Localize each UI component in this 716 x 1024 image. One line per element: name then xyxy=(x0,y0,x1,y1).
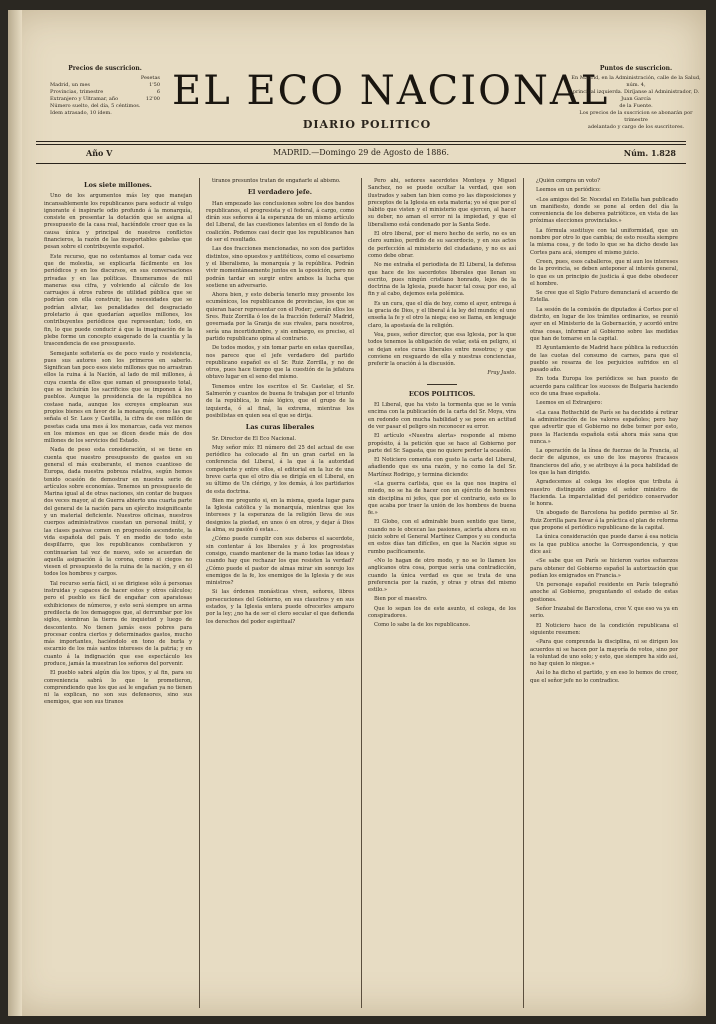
price-value: 6 xyxy=(156,89,160,95)
article-paragraph: El Ayuntamiento de Madrid hace pública la reducción de las cuotas del consumo de carnes, para que el pueblo se resarza de los perjuicios sufridos en el pasado año. xyxy=(530,345,678,374)
article-paragraph: Bien por el maestro. xyxy=(374,596,428,603)
masthead-rule-bottom xyxy=(36,163,686,164)
article-paragraph: Semejante sofistería es de poco vuelo y resistencia, pues sus autores son los primeros en saberlo. Significan tan poco esos siete millones que no arrastran ellos la ruina á la Nación, al lado de mil millones, á cuya cuenta de ellos que suman el presupuesto total, que se incluirán los sacrificios que se imponen á los pueblos. Aunque la presidencia de la república no costase nada, aunque los exreyes emplearan sus propios bienes en favor de la monarquía, como las que señala el Sr. Laos y Castilla, la cifra de ese millón de pesetas cada una mes á los monarcas, cada vez menos en los mismos en que se dicen desde más de dos millones de los servicios del Estado. xyxy=(44,350,192,445)
article-paragraph: El artículo «Nuestra alerta» responde al mismo propósito, á la petición que se hace al Gobierno por parte del Sr. Sagasta, que no quiere perder la ocasión. xyxy=(368,433,516,454)
article-paragraph: «La casa Rothschild de París se ha decidido á retirar la administración de los valores españoles; pero hay que advertir que el Gobierno no debe temer por esto, pues la Hacienda española está ahora más sana que nunca.» xyxy=(530,409,678,445)
points-lines xyxy=(570,75,702,131)
article-paragraph: «No lo hagan de otro modo, y no se lo llamen los anglicanos otra cosa, porque sería una contradicción, cuando la única verdad es que se trata de una preferencia por la razón, y otras y otras del mismo estilo.» xyxy=(368,557,516,594)
prices-col-label-row xyxy=(50,75,160,82)
article-heading: El verdadero jefe. xyxy=(247,188,313,197)
article-paragraph: Ahora bien, y esto debería tenerlo muy presente los ecuménicos, los republicanos de provincias, los que se quieran hacer representar con el Poder; ¿serán ellos los Sres. Ruiz Zorrilla ó los de la fracción federal? Madrid, governada por la Granja de sus rivales, para nosotros, sería una incertidumbre, y sin embargo, es preciso, el partido republicano opina al contrario. xyxy=(206,292,354,342)
article-signature: Fray Justo. xyxy=(487,370,516,377)
price-value: 1'50 xyxy=(149,82,160,88)
article-paragraph: Si las órdenes monásticas viven, señores, libres persecuciones del Gobierno, en sus claustros y en sus estados, y la Iglesia entera puede ofrecerles amparo por la ley; ¿no ha de ser el clero secular el que defienda los derechos del poder espiritual? xyxy=(206,589,354,625)
article-paragraph: «La guerra carlista, que es la que nos inspira el miedo, no se ha de hacer con un ejército de hombres sin disciplina ni jefes, que por el contrario, esto es lo que acaba por traer la unión de los hombres de buena fe.» xyxy=(368,480,516,517)
page-spine xyxy=(8,10,22,1016)
column-divider xyxy=(361,178,362,1008)
article-paragraph: Las dos fracciones mencionadas, no son dos partidos distintos, sino opuestos y antitéticos, como el cesarismo y el liberalismo, la monarquía y la república. Podrán vivir momentáneamente juntos en la oposición, pero no podrán tardar en surgir entre ambos la lucha que sostiene un adversario. xyxy=(206,246,354,289)
article-paragraph: El Noticiero comenta con gusto la carta del Liberal, añadiendo que es una razón, y no como la del Sr. Martínez Rodrigo, y termina diciendo: xyxy=(368,457,516,478)
prices-heading: Precios de suscricion. xyxy=(68,65,142,72)
column-divider xyxy=(523,178,524,1008)
article-paragraph: Sr. Director de El Eco Nacional. xyxy=(212,435,297,442)
article-paragraph: Un abogado de Barcelona ha pedido permiso al Sr. Ruiz Zorrilla para llevar á la práctica el plan de reforma que propone el periódico republicano de la capital. xyxy=(530,510,678,532)
column-1 xyxy=(44,178,192,1008)
article-paragraph: Muy señor mío: El número del 25 del actual de ese periódico ha colocado al fin un gran cartel en la conferencia del Liberal, á la que á la autoridad competente y entre ellos, el editorial en la luz de una breve carta que el otro día se dirigía en el Liberal, en su último de Un clérigo, y los demás, á los partidarios de esta doctrina. xyxy=(206,444,354,495)
year-label: Año V xyxy=(86,148,113,158)
article-paragraph: Bien me pregunto si, en la misma, queda lugar para la Iglesia católica y la monarquía, mientras que los intereses y la esperanza de la religión lleva de sus designios la piedad, en unos ó en otros, y dejar á Dios la alma, su pasión ó estas... xyxy=(206,497,354,534)
article-paragraph: Leemos en un periódico: xyxy=(536,187,601,194)
price-label: Extranjero y Ultramar, año xyxy=(50,96,119,102)
article-paragraph: Pero ahí, señores sacerdotes Montoya y Miguel Sanchez, no se puede ocultar la verdad, que son ilustrados y saben tan bien como yo las disposiciones y preceptos de la Iglesia en esta materia; yo sé que por el hábito que visten y el ministerio que ejercen, al hacer su deber, no aman el error ni la impiedad, y que el liberalismo está condenado por la Santa Sede. xyxy=(368,178,516,228)
article-paragraph: Señor Irazabal de Barcelona, cree V. que eso va ya en serio. xyxy=(530,606,678,620)
article-paragraph: De todos modos, y sin tomar parte en estas querellas, nos parece que el jefe verdadero del partido republicano español es el Sr. Ruiz Zorrilla, y no de otros, pues hace tiempo que la cuestión de la jefatura obtuvo lugar en el seno del mismo. xyxy=(206,345,354,381)
article-paragraph: Este recurso, que no ostentamos al tomar cada vez que de molestia, se explicarla fácilmente en los periódicos y en los discursos, en sus conversaciones privadas y en las políticas. Enumeramos de mil maneras esa cifra, y volviendo al cálculo de los carruajes á otros rubros de utilidad pública que se podrían con ella construir, las necesidades que se podrían aliviar, las penalidades del desgraciado proletario á que quedarían aquellos millones, los contribuyentes periódicos que representan; todo, en fin, lo que puede conducir á que la imaginación de la plebe forme un concepto exagerado de la cuantía y la trascendencia de ese presupuesto. xyxy=(44,253,192,348)
points-line: Los precios de la suscricion se abonarán por trimestre xyxy=(579,110,693,123)
article-paragraph: No me extraña el periodista de El Liberal, la defensa que hace de los sacerdotes liberales que llenan su escrito, pues ningún cristiano honrado, lejos de la doctrina de la Iglesia, puede hacer tal cosa; por eso, al fin y al cabo, dejemos esta polémica. xyxy=(368,262,516,298)
article-paragraph: La sesión de la comisión de diputados á Cortes por el distrito, en lugar de los trámites ordinarios, se reunió ayer en el Ministerio de la Gobernación, y acordó entre otras cosas, informar al Gobierno sobre las medidas que han de tomarse en la capital. xyxy=(530,306,678,342)
article-paragraph: Como lo sabe la de los republicanos. xyxy=(374,622,471,629)
price-value: 12'00 xyxy=(145,96,160,102)
price-notes xyxy=(50,103,160,117)
article-columns xyxy=(44,178,694,1008)
article-paragraph: La operación de la línea de fuerzas de la Francia, al decir de algunos, es uno de los mayores fracasos financieros del año, y se atribuye á la poca habilidad de los que la han dirigido. xyxy=(530,448,678,476)
price-label: Provincias, trimestre xyxy=(50,89,104,95)
price-note: Número suelto, del día, 5 céntimos. xyxy=(50,103,141,109)
points-line: En Madrid, en la Administración, calle de la Salud, núm. 4, xyxy=(571,75,701,88)
article-paragraph: La única consideración que puede darse á esa noticia es la que publica anoche la Correspondencia, y que dice así: xyxy=(530,534,678,555)
article-paragraph: El Globo, con el admirable buen sentido que tiene, cuando no le obcecan las pasiones, acierta ahora en su juicio sobre el General Martínez Campos y su conducta en estos días tan difíciles, en que la Nación sigue su rumbo pacíficamente. xyxy=(368,519,516,555)
article-paragraph: Uno de los argumentos más ley que manejan incansablemente los republicanos para seducir al vulgo ignorante é inspirarle odio profundo á la monarquía, consiste en presentar la dotación que se asigna al presupuesto de la casa real, haciéndole creer que es la causa única y principal de nuestros conflictos financieros, la razón de las insoportables gabelas que pesan sobre el contribuyente español. xyxy=(44,193,192,251)
column-4 xyxy=(530,178,678,1008)
price-label: Madrid, un mes xyxy=(50,82,90,88)
newspaper-title: EL ECO NACIONAL xyxy=(172,68,610,114)
article-heading: Los siete millones. xyxy=(84,181,152,189)
section-separator xyxy=(427,384,457,385)
price-row xyxy=(50,89,160,96)
article-heading: ECOS POLITICOS. xyxy=(408,389,476,398)
article-paragraph: Un personaje español residente en París telegrafió anoche al Gobierno, preguntando el estado de estas gestiones. xyxy=(530,582,678,603)
article-paragraph: El Liberal, que ha visto la tormenta que se le venía encima con la publicación de la carta del Sr. Moya, vira en redondo con mucha habilidad y se pone en actitud de ver pasar el peligro sin reconocer su error. xyxy=(368,402,516,430)
article-paragraph: Leemos en el Extranjero: xyxy=(536,400,603,407)
price-rows xyxy=(50,82,160,103)
points-heading: Puntos de suscricion. xyxy=(599,65,673,72)
masthead-rule-top xyxy=(36,141,686,142)
article-paragraph: Han empezado las conclusiones sobre los dos bandos republicanos, el progresista y el federal, á cargo, como dirán sus señores á la esperanza de un mismo artículo del Liberal, de las cuestiones latentes en el fondo de la coalición. Podemos casi decir que los republicanos han de ser el resultado. xyxy=(206,200,354,244)
article-heading: Las curas liberales xyxy=(245,423,315,432)
article-paragraph: Es un cura, que el día de hoy, como el ayer, entrega á la gracia de Dios, y el liberal á la ley del mundo; el uno enseña la fe y el otro la niega; eso se llama, en lenguaje claro, la apostasía de la religión. xyxy=(368,300,516,329)
article-paragraph: ¿Quién compra un voto? xyxy=(536,178,600,184)
dateline xyxy=(36,148,686,162)
article-paragraph: tiranos presuntos tratan de engañarle al abismo. xyxy=(212,178,341,184)
article-paragraph: Así lo ha dicho el partido, y en eso lo hemos de creer, que el señor jefe no lo contradice. xyxy=(530,670,678,684)
article-paragraph: Tal recurso sería fácil, si se dirigiese sólo á personas instruidas y capaces de hacer estos y otros cálculos; pero el pueblo es fácil de engañar con aparatosas exhibiciones de números, y esto será siempre un arma predilecta de los demagogos que, al derrumbar por los siglos, siembran la tierra de inquietud y luego de descontento. No tienen jamás esos pobres para procesar contra ciertos y determinados gastos, mucho más importantes, haciéndolo en tono de burla y escarnio de los más santos intereses de la patria; y en cuanto á la indignación que ese espectáculo les produce, jamás la muestran los señores del porvenir. xyxy=(44,580,192,667)
newspaper-page xyxy=(8,10,706,1016)
subscription-prices xyxy=(50,65,160,117)
article-paragraph: El otro liberal, por el mero hecho de serlo, no es un clero sumiso, perdido de su sacerdocio, y en sus actos de perfección al ministerio del ciudadano, y no es así como debe obrar. xyxy=(368,231,516,259)
newspaper-subtitle: DIARIO POLITICO xyxy=(302,118,432,131)
points-line: adelantado y cargo de los suscritores. xyxy=(587,124,685,130)
column-divider xyxy=(199,178,200,1008)
article-paragraph: ¿Cómo puede cumplir con sus deberes el sacerdote, sin contentar á los liberales y á los progresistas consigo, cuando mantener de la mano todas las ideas y cuando hay que rechazar los que resisten la verdad? ¿Cómo puede el pastor de almas mirar sin sonrojo los enemigos de la fe, los enemigos de la Iglesia y de sus ministros? xyxy=(206,536,354,587)
column-2 xyxy=(206,178,354,1008)
article-paragraph: «Para que comprenda la disciplina, ni se dirigen los acuerdos ni se hacen por la mayoría de votos, sino por la voluntad de uno solo; y esto, que siempre ha sido así, no hay quien lo niegue.» xyxy=(530,639,678,668)
article-paragraph: El pueblo sabrá algún día los tipos, y al fin, para su conveniencia sabrá lo que le prometieron, comprendiendo que los que así le engañan ya no tienen ni la explican, no son sus defensores, sino sus enemigos, que son sus tiranos xyxy=(44,670,192,706)
subscription-points xyxy=(570,65,702,131)
issue-number: Núm. 1.828 xyxy=(623,148,676,158)
prices-col-label: Pesetas xyxy=(140,75,160,81)
points-line: principal izquierda. Diríjanse al Administrador, D. Juan García xyxy=(572,89,700,102)
price-row xyxy=(50,96,160,103)
masthead xyxy=(22,10,706,160)
masthead-rule-top-thin xyxy=(36,144,686,145)
column-3 xyxy=(368,178,516,1008)
article-paragraph: Agradecemos al colega los elogios que tributa á nuestro distinguido amigo el señor ministro de Hacienda. La imparcialidad del periódico conservador le honra. xyxy=(530,479,678,508)
article-paragraph: La fórmula sustituye con tal uniformidad, que un nombre por otro lo que cambia; de esto resulta siempre la misma cosa, y de todo lo que se ha dicho desde las Cortes para acá, siempre el mismo juicio. xyxy=(530,227,678,256)
price-note: Idem atrasado, 10 ídem. xyxy=(50,110,112,116)
article-paragraph: Creen, pues, esos caballeros, que ni aun los intereses de la provincia, se deben anteponer al interés general, lo que es un principio de justicia á que debe obedecer el hombre. xyxy=(530,258,678,287)
article-paragraph: El Noticiero hace de la condición republicana el siguiente resumen: xyxy=(530,622,678,636)
article-paragraph: Se cree que el Siglo Futuro denunciará el acuerdo de Estella. xyxy=(530,290,678,304)
article-paragraph: «Los amigos del Sr. Nocedal en Estella han publicado un manifiesto, donde se pone al orden del día la conveniencia de los deberes patrióticos, en vista de las próximas elecciones provinciales.» xyxy=(530,196,678,225)
article-paragraph: Nada de peso esta consideración, si se tiene en cuenta que nuestro presupuesto de gastos en su general el más exuberante, el menos cuantioso de Europa, dada nuestra pobreza relativa, según hemos tenido ocasión de demostrar en nuestra serie de artículos sobre economías. Tenemos un presupuesto de Marina igual al de otras naciones, sin contar de buques dos veces mayor, al de Guerra abierto una cuarta parte del general de la nación para un ejército insignificante y un material deficiente. Nuestros oficinas, nuestros cuerpos administrativos cuestan un personal inútil, y las clases pasivas comen en progresión ascendente, la vida española del país. Y en medio de todo este despilfarro, que los republicanos combatieron y continuarían tal vez de nuevo, solo se acuerdan de aquella asignación á la corona, como si ciegos no viesen el presupuesto de la ruina de la nación, y en él todos los hombres y cargos. xyxy=(44,447,192,578)
points-line: de la Fuente. xyxy=(619,103,653,109)
date-label: MADRID.—Domingo 29 de Agosto de 1886. xyxy=(272,148,450,157)
article-paragraph: Tenemos entre los escritos el Sr. Castelar, el Sr. Salmerón y cuantos de buena fe trabajan por el triunfo de la república, lo más lógico, que el grupo de la izquierda, ó al final, la extrema, mientras los posibilistas en quien sea el que se dirija. xyxy=(206,383,354,419)
article-paragraph: En toda Europa los periódicos se han puesto de acuerdo para calificar los sucesos de Bulgaria haciendo eco de una frase española. xyxy=(530,376,678,398)
article-paragraph: Vea, pues, señor director, que esa Iglesia, por la que todos tenemos la obligación de velar, está en peligro, si se dejan estos curas liberales entre nosotros; y que conviene en resguardo de ella y nuestras conciencias, preferir la oración á la discusión. xyxy=(368,331,516,368)
article-paragraph: «Se sabe que en París se hicieron varios esfuerzos para obtener del Gobierno español la autorización que pedían los emigrados en Francia.» xyxy=(530,558,678,579)
price-row xyxy=(50,82,160,89)
article-paragraph: Que lo sepan los de este asunto, el colega, de los conspiradores. xyxy=(368,605,516,620)
